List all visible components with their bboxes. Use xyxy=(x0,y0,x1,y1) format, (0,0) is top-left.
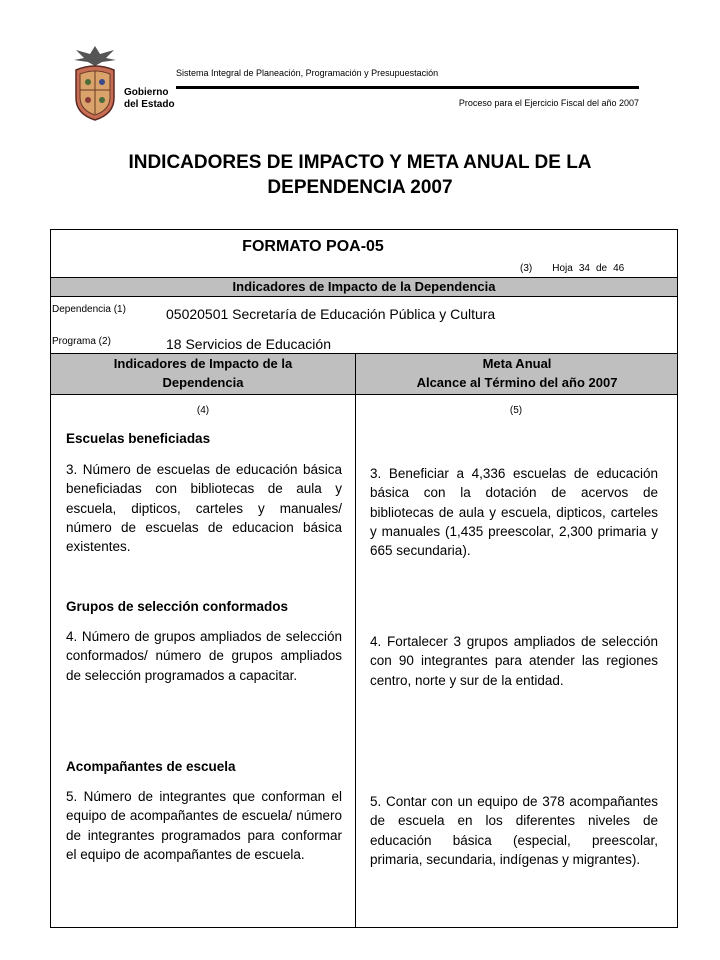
column-header-goal: Meta Anual Alcance al Término del año 2007 xyxy=(416,356,618,390)
header-rule xyxy=(176,86,639,89)
frame-bottom-border xyxy=(50,927,678,928)
goal-text: 4. Fortalecer 3 grupos ampliados de selección con 90 integrantes para atender las regiones centro, norte y sur de la entidad. xyxy=(370,634,658,688)
state-seal-logo xyxy=(70,44,120,122)
government-label: Gobierno del Estado xyxy=(124,87,175,110)
frame-left-border xyxy=(50,229,51,928)
section-title: Indicadores de Impacto de la Dependencia xyxy=(51,277,677,297)
dependencia-label: Dependencia (1) xyxy=(52,304,126,315)
column-divider xyxy=(355,353,356,928)
column-number-right: (5) xyxy=(509,405,523,416)
page-title: INDICADORES DE IMPACTO Y META ANUAL DE LA DEPENDENCIA 2007 xyxy=(128,152,592,198)
indicator-text: 3. Número de escuelas de educación básica beneficiadas con bibliotecas de aula y escuela, dipticos, carteles y manuales/ número de escuelas de educacion básica existentes. xyxy=(66,462,342,555)
dependencia-value: 05020501 Secretaría de Educación Pública y Cultura xyxy=(166,306,496,322)
programa-label: Programa (2) xyxy=(52,336,111,347)
indicator-heading: Escuelas beneficiadas xyxy=(66,431,211,446)
indicator-text: 4. Número de grupos ampliados de selección conformados/ número de grupos ampliados de selección programados a capacitar. xyxy=(66,629,342,683)
column-number-left: (4) xyxy=(196,405,210,416)
frame-top-border xyxy=(50,229,678,230)
goal-text: 5. Contar con un equipo de 378 acompañantes de escuela en los diferentes niveles de educación básica (especial, preescolar, primaria, secundaria, indígenas y migrantes). xyxy=(370,794,658,867)
fiscal-process: Proceso para el Ejercicio Fiscal del año 2007 xyxy=(458,98,639,108)
column-headers xyxy=(51,353,677,395)
column-header-indicators: Indicadores de Impacto de la Dependencia xyxy=(113,356,293,390)
indicator-text: 5. Número de integrantes que conforman el equipo de acompañantes de escuela/ número de integrantes programados para conformar el equipo de acompañantes de escuela. xyxy=(66,789,342,862)
indicator-heading: Grupos de selección conformados xyxy=(66,599,289,614)
frame-right-border xyxy=(677,229,678,928)
form-name: FORMATO POA-05 xyxy=(242,238,384,255)
goal-text: 3. Beneficiar a 4,336 escuelas de educación básica con la dotación de acervos de bibliotecas de aula y escuela, dipticos, carteles y manuales (1,435 preescolar, 2,300 primaria y 665 secundaria). xyxy=(370,466,658,559)
programa-value: 18 Servicios de Educación xyxy=(166,336,331,352)
sheet-indicator: (3) Hoja 34 de 46 xyxy=(520,263,625,274)
system-name: Sistema Integral de Planeación, Programación y Presupuestación xyxy=(176,68,439,78)
indicator-heading: Acompañantes de escuela xyxy=(66,759,236,774)
